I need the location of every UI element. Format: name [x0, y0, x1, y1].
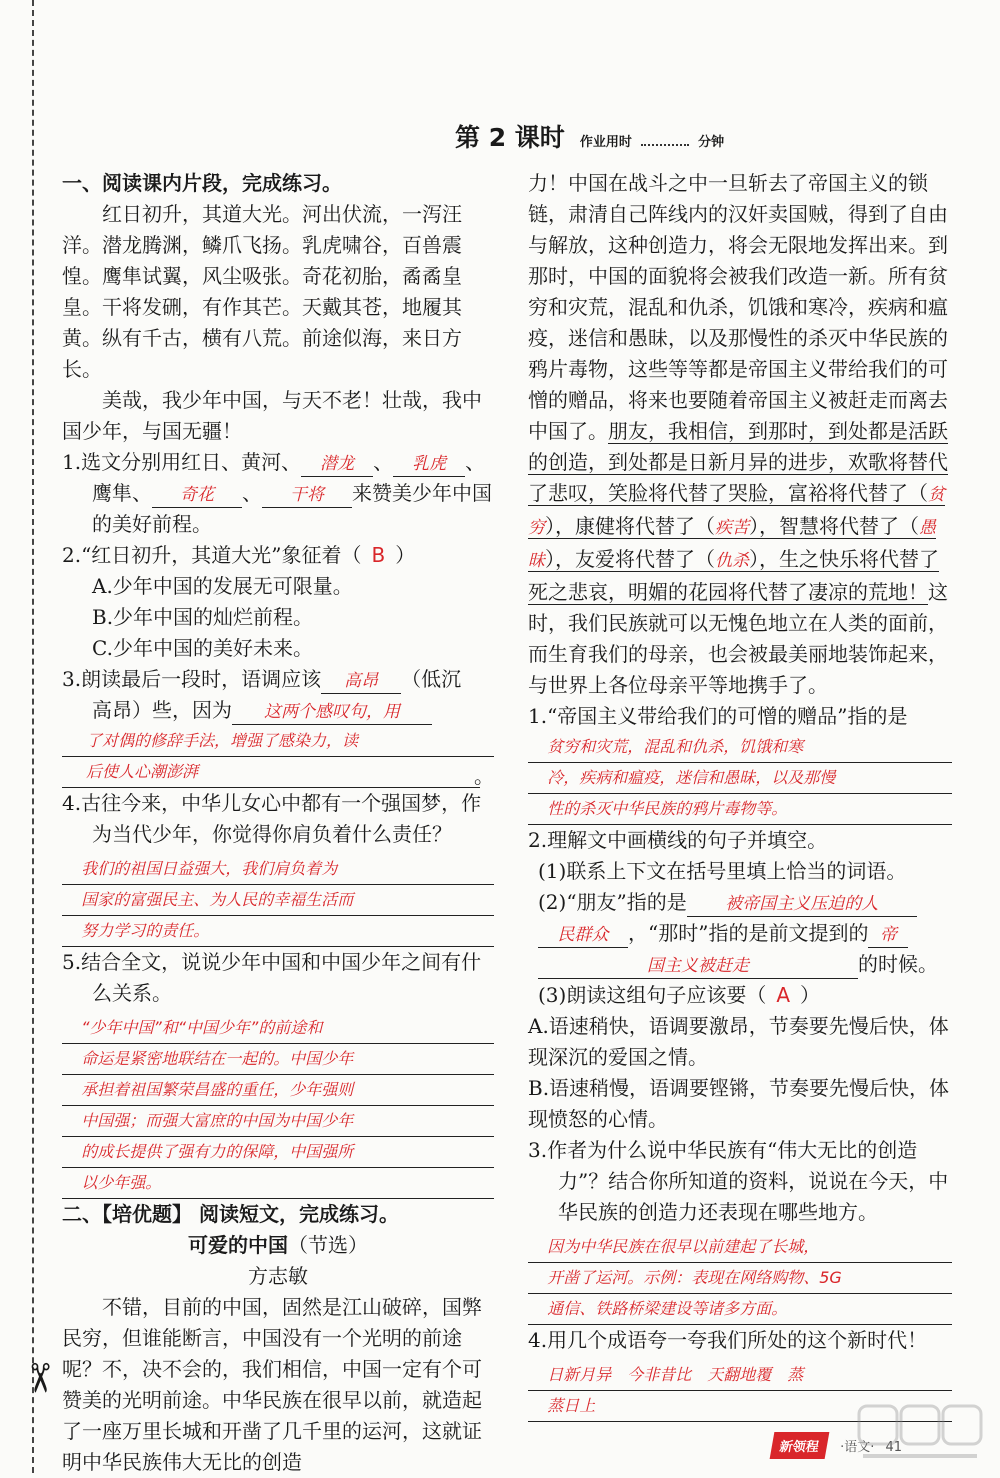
q4-answer-1: 我们的祖国日益强大，我们肩负着为	[62, 854, 494, 885]
q3-reason-3: 后使人心潮澎湃	[62, 757, 480, 788]
q2-option-a: A.少年中国的发展无可限量。	[92, 574, 353, 598]
q4-answer-3: 努力学习的责任。	[62, 916, 494, 947]
story-heading	[62, 1230, 494, 1261]
story-end: 这时，我们民族就可以无愧色地立在人类的面前，而生育我们的母亲，也会被最美丽地装饰起来，与世界上各位母亲平等地携手了。	[528, 580, 948, 697]
r3-answer-3: 通信、铁路桥梁建设等诸多方面。	[528, 1294, 952, 1325]
q1-text-e: 来赞美少年中国的美好前程。	[92, 481, 492, 536]
left-column	[62, 168, 494, 1478]
time-label: 作业用时	[579, 135, 632, 150]
q5-answer-4: 中国强；而强大富庶的中国为中国少年	[62, 1106, 494, 1137]
story-author: 方志敏	[248, 1264, 308, 1288]
time-blank	[641, 144, 689, 146]
question-2	[62, 540, 494, 571]
page-number: 41	[885, 1440, 903, 1455]
cut-line	[32, 0, 34, 1473]
r2-2-answer-1b: 民群众	[538, 923, 628, 948]
fill-answer-4: 仇杀	[715, 551, 749, 571]
q1-text-a: 1.选文分别用红日、黄河、	[62, 450, 302, 474]
q1-text-d: 、	[242, 481, 262, 505]
q1-answer-1: 潜龙	[301, 452, 373, 477]
right-question-3: 3.作者为什么说中华民族有“伟大无比的创造力”？结合你所知道的资料，说说在今天，中华民族的创造力还表现在哪些地方。	[528, 1138, 949, 1224]
q1-answer-3: 奇花	[152, 483, 242, 508]
lesson-header	[455, 118, 724, 154]
r2-3-text-a: (3)朗读这组句子应该要（	[538, 983, 767, 1007]
r3-answer-1: 因为中华民族在很早以前建起了长城，	[528, 1232, 952, 1263]
r2-2-text-b: ，“那时”指的是前文提到的	[628, 921, 869, 945]
story-underlined-2: ），康健将代替了（	[545, 514, 715, 538]
fill-answer-1: 贫穷	[528, 485, 945, 538]
q3-reason-1: 这两个感叹句，用	[232, 700, 432, 725]
r2-2-answer-2: 帝	[868, 923, 908, 948]
right-question-1: 1.“帝国主义带给我们的可憎的赠品”指的是	[528, 704, 908, 728]
fill-answer-2: 疾苦	[715, 518, 749, 538]
q1-text-b: 、	[373, 450, 394, 474]
question-1	[62, 447, 494, 540]
right-column	[528, 168, 952, 1422]
q3-reason-3-row	[62, 757, 494, 788]
watermark-logo	[855, 1400, 985, 1466]
story-plain: 力！中国在战斗之中一旦斩去了帝国主义的锁链，肃清自己阵线内的汉奸卖国贼，得到了自由与解放，这种创造力，将会无限地发挥出来。到那时，中国的面貌将会被我们改造一新。所有贫穷和灾荒，混乱和仇杀，饥饿和寒冷，疾病和瘟疫，迷信和愚昧，以及那慢性的杀灭中华民族的鸦片毒物，这些等等都是帝国主义带给我们的可憎的赠品，将来也要随着帝国主义被赶走而离去中国了。	[528, 171, 948, 443]
r2-2-text-c: 的时候。	[858, 952, 938, 976]
q3-text-a: 3.朗读最后一段时，语调应该	[62, 667, 322, 691]
story-title: 可爱的中国	[188, 1233, 288, 1257]
time-unit: 分钟	[698, 135, 725, 150]
q3-reason-2: 了对偶的修辞手法，增强了感染力，读	[62, 726, 494, 757]
q4-answer-2: 国家的富强民主、为人民的幸福生活而	[62, 885, 494, 916]
q3-answer: 高昂	[321, 669, 401, 694]
q3-end: 。	[474, 764, 494, 788]
r4-answer-1: 日新月异 今非昔比 天翻地覆 蒸	[528, 1360, 952, 1391]
r4-answer-2: 蒸日上	[528, 1391, 952, 1422]
brand-badge: 新领程	[770, 1432, 830, 1459]
passage-2: 美哉，我少年中国，与天不老！壮哉，我中国少年，与国无疆！	[62, 388, 482, 443]
q2-text-a: 2.“红日初升，其道大光”象征着（	[62, 543, 362, 567]
q2-answer: B	[371, 543, 386, 567]
q5-answer-5: 的成长提供了强有力的保障，中国强所	[62, 1137, 494, 1168]
q1-answer-2: 乳虎	[393, 452, 465, 477]
r3-answer-2: 开凿了运河。示例：表现在网络购物、5G	[528, 1263, 952, 1294]
q5-answer-6: 以少年强。	[62, 1168, 494, 1199]
story-part-1: 不错，目前的中国，固然是江山破碎，国弊民穷，但谁能断言，中国没有一个光明的前途呢？不，决不会的，我们相信，中国一定有个可赞美的光明前途。中华民族在很早以前，就造起了一座万里长城和开凿了几千里的运河，这就证明中华民族伟大无比的创造	[62, 1295, 482, 1474]
story-underlined-4: ），友爱将代替了（	[545, 547, 715, 571]
r2-part-3	[528, 980, 952, 1011]
question-4: 4.古往今来，中华儿女心中都有一个强国梦，作为当代少年，你觉得你肩负着什么责任？	[62, 791, 482, 846]
r2-3-answer: A	[776, 983, 791, 1007]
r1-answer-2: 冷，疾病和瘟疫，迷信和愚昧，以及那慢	[528, 763, 952, 794]
r2-part-2	[528, 887, 952, 980]
story-underlined-5: ），生之快乐将代替了死之悲哀，明媚的花园将代替了凄凉的荒地！	[528, 547, 939, 604]
q3-text-b: （低沉 高昂）些，因为	[92, 667, 482, 722]
lesson-title: 第 2 课时	[455, 123, 565, 152]
q5-answer-1: “少年中国”和“中国少年”的前途和	[62, 1013, 494, 1044]
r2-part-1: (1)联系上下文在括号里填上恰当的词语。	[538, 859, 907, 883]
story-part-2	[528, 168, 952, 701]
story-underlined-1: 朋友，我相信，到那时，到处都是活跃的创造，到处都是日新月异的进步，欢歌将替代了悲叹，笑脸将代替了哭脸，富裕将代替了（	[528, 419, 948, 505]
q2-option-b: B.少年中国的灿烂前程。	[92, 605, 314, 629]
q2-option-c: C.少年中国的美好未来。	[92, 636, 313, 660]
fill-answer-3: 愚昧	[528, 518, 936, 571]
subject-label: ·语文·	[840, 1440, 875, 1455]
r2-3-option-b: B.语速稍慢，语调要铿锵，节奏要先慢后快，体现愤怒的心情。	[528, 1076, 950, 1131]
q5-answer-3: 承担着祖国繁荣昌盛的重任，少年强则	[62, 1075, 494, 1106]
passage-1: 红日初升，其道大光。河出伏流，一泻汪洋。潜龙腾渊，鳞爪飞扬。乳虎啸谷，百兽震惶。鹰隼试翼，风尘吸张。奇花初胎，矞矞皇皇。干将发硎，有作其芒。天戴其苍，地履其黄。纵有千古，横有八荒。前途似海，来日方长。	[62, 202, 462, 381]
question-3	[62, 664, 494, 726]
right-question-2: 2.理解文中画横线的句子并填空。	[528, 828, 828, 852]
section-2-title: 二、【培优题】 阅读短文，完成练习。	[62, 1202, 399, 1226]
r2-2-text-a: (2)“朋友”指的是	[538, 890, 687, 914]
q2-text-b: ）	[395, 543, 416, 567]
r2-2-answer-2b: 国主义被赶走	[538, 954, 858, 979]
story-note: （节选）	[288, 1233, 368, 1257]
q5-answer-2: 命运是紧密地联结在一起的。中国少年	[62, 1044, 494, 1075]
q1-text-c: 、鹰隼、	[92, 450, 486, 505]
r2-3-option-a: A.语速稍快，语调要激昂，节奏要先慢后快，体现深沉的爱国之情。	[528, 1014, 949, 1069]
section-1-title: 一、阅读课内片段，完成练习。	[62, 171, 342, 195]
r1-answer-1: 贫穷和灾荒，混乱和仇杀，饥饿和寒	[528, 732, 952, 763]
right-question-4: 4.用几个成语夸一夸我们所处的这个新时代！	[528, 1328, 928, 1352]
r1-answer-3: 性的杀灭中华民族的鸦片毒物等。	[528, 794, 952, 825]
scissors-icon: ✂	[15, 1361, 62, 1395]
story-underlined-3: ），智慧将代替了（	[749, 514, 919, 538]
q1-answer-4: 干将	[262, 483, 352, 508]
question-5: 5.结合全文，说说少年中国和中国少年之间有什么关系。	[62, 950, 482, 1005]
r2-2-answer-1: 被帝国主义压迫的人	[687, 892, 917, 917]
r2-3-text-b: ）	[800, 983, 821, 1007]
